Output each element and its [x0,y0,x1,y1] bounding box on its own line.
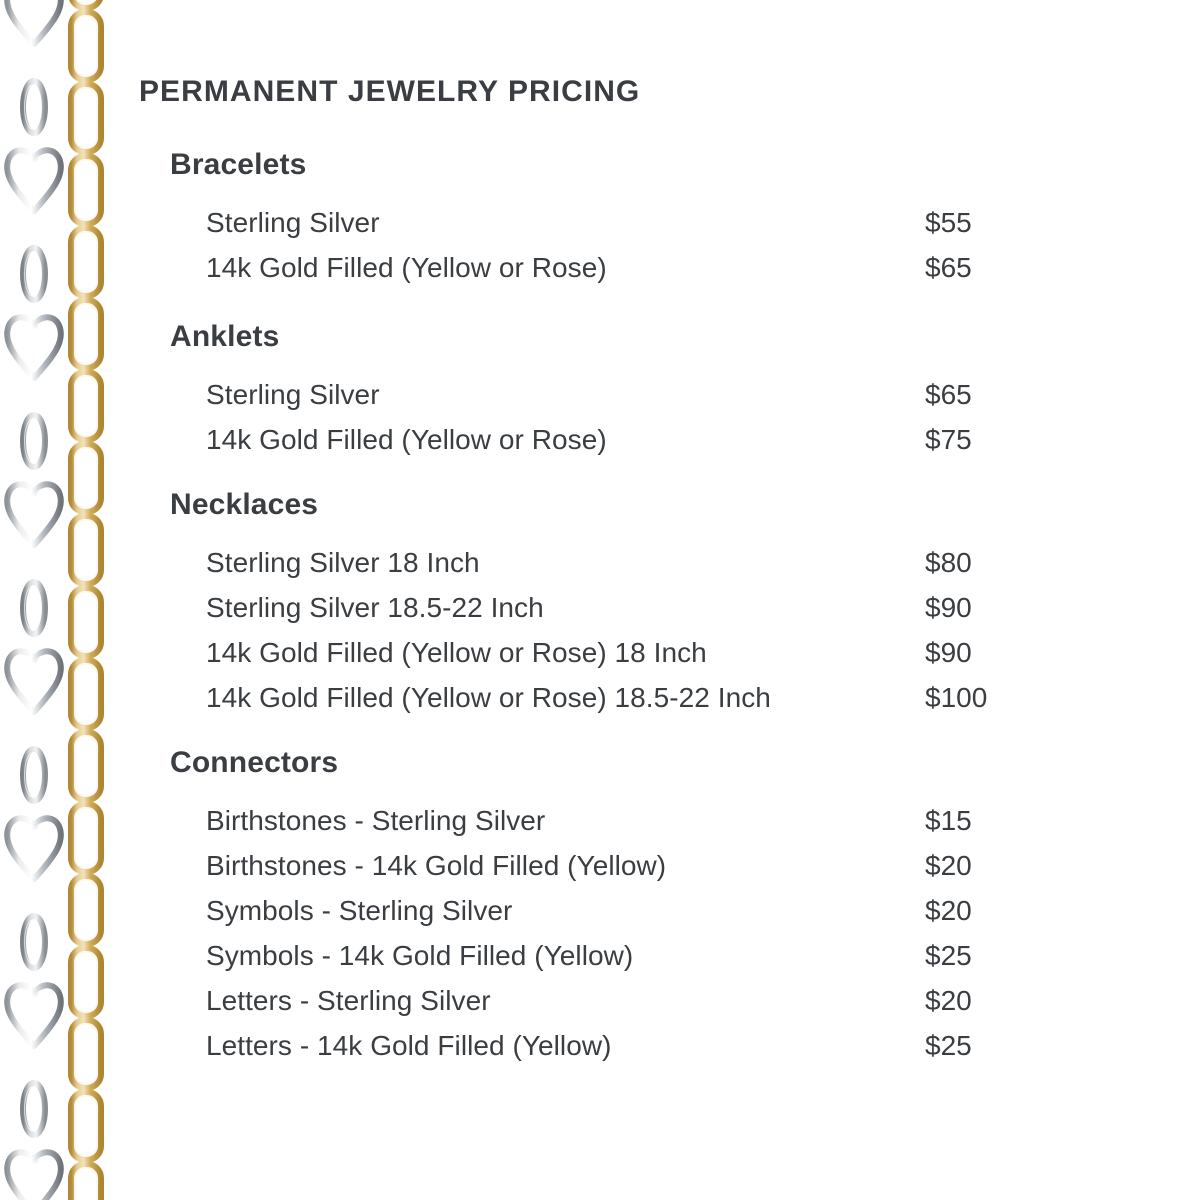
price-row [0,843,1200,888]
pricing-section [0,150,1200,290]
price-row [0,1023,1200,1068]
price-row-label: 14k Gold Filled (Yellow or Rose) [206,424,607,455]
pricing-section [0,490,1200,720]
price-row-amount: $90 [925,637,972,668]
price-row [0,630,1200,675]
price-row-amount: $25 [925,1030,972,1061]
price-row [0,978,1200,1023]
price-row-label: Birthstones - Sterling Silver [206,805,546,836]
price-row-amount: $65 [925,379,972,410]
pricing-sections [0,150,1200,1068]
price-row [0,675,1200,720]
section-heading: Necklaces [170,488,319,521]
pricing-section [0,322,1200,462]
price-row-amount: $25 [925,940,972,971]
price-row [0,372,1200,417]
page-title: PERMANENT JEWELRY PRICING [139,75,641,108]
price-row-amount: $65 [925,252,972,283]
price-row [0,540,1200,585]
price-row [0,798,1200,843]
price-row-label: Sterling Silver [206,379,380,410]
price-row-label: 14k Gold Filled (Yellow or Rose) 18 Inch [206,637,707,668]
pricing-section [0,748,1200,1068]
price-row-amount: $20 [925,850,972,881]
price-row-label: Sterling Silver [206,207,380,238]
price-row-label: 14k Gold Filled (Yellow or Rose) 18.5-22 Inch [206,682,771,713]
price-row-list [0,798,1200,1068]
price-row-list [0,200,1200,290]
price-row [0,888,1200,933]
price-row-label: Sterling Silver 18.5-22 Inch [206,592,544,623]
price-row [0,933,1200,978]
price-row-list [0,372,1200,462]
price-row-amount: $80 [925,547,972,578]
price-row [0,417,1200,462]
section-heading: Anklets [170,320,280,353]
price-row-list [0,540,1200,720]
price-row-label: Symbols - Sterling Silver [206,895,513,926]
price-row-label: Birthstones - 14k Gold Filled (Yellow) [206,850,667,881]
price-row-amount: $100 [925,682,988,713]
price-row-label: 14k Gold Filled (Yellow or Rose) [206,252,607,283]
section-heading: Connectors [170,746,339,779]
price-row-amount: $75 [925,424,972,455]
price-row-label: Letters - Sterling Silver [206,985,491,1016]
price-row-amount: $15 [925,805,972,836]
price-row [0,585,1200,630]
price-row-label: Sterling Silver 18 Inch [206,547,480,578]
price-row-amount: $90 [925,592,972,623]
price-row-amount: $20 [925,895,972,926]
section-heading: Bracelets [170,148,307,181]
price-row [0,200,1200,245]
price-row-amount: $55 [925,207,972,238]
price-row-amount: $20 [925,985,972,1016]
price-row [0,245,1200,290]
price-row-label: Symbols - 14k Gold Filled (Yellow) [206,940,634,971]
price-row-label: Letters - 14k Gold Filled (Yellow) [206,1030,612,1061]
